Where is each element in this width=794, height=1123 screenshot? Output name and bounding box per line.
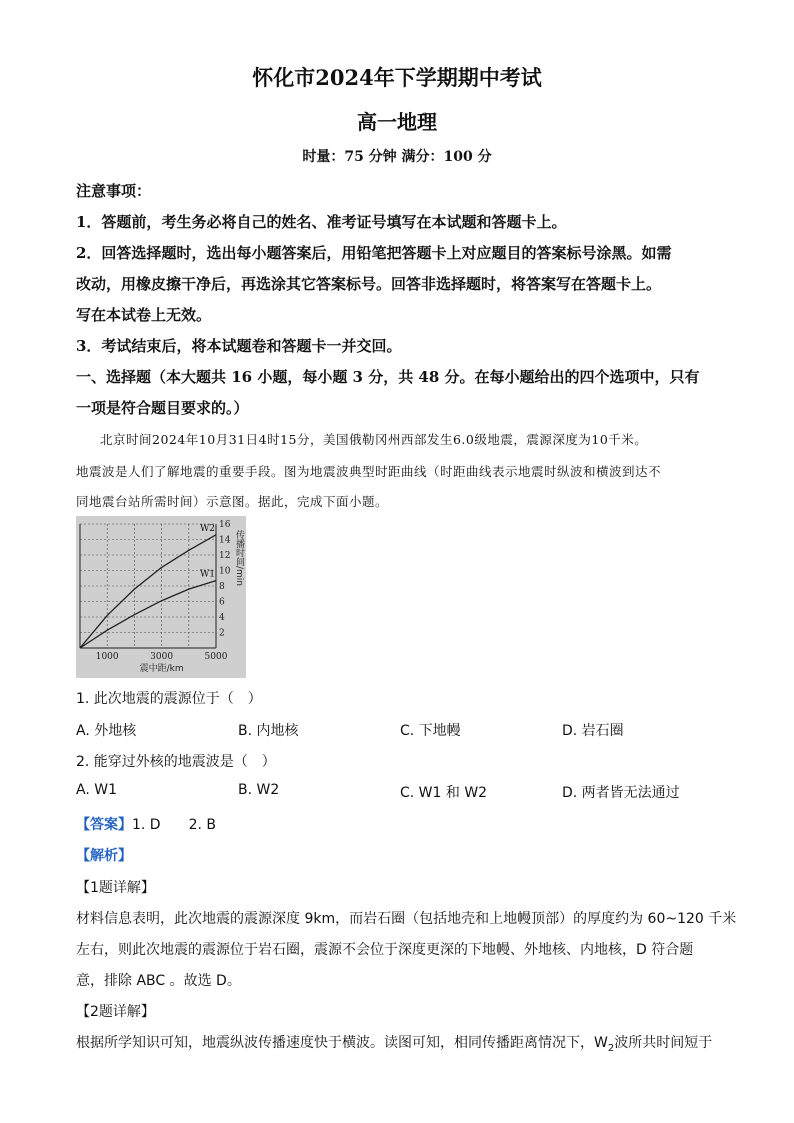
y-tick-label: 14 xyxy=(219,535,231,546)
x-tick-label: 5000 xyxy=(204,652,228,662)
notice-heading: 注意事项： xyxy=(76,182,152,200)
x-tick-label: 3000 xyxy=(150,652,174,662)
section-heading-line-1: 一、选择题（本大题共 16 小题，每小题 3 分，共 48 分。在每小题给出的四个选项中，只有 xyxy=(76,368,700,386)
y-tick-label: 10 xyxy=(219,566,231,577)
material-line-3: 同地震台站所需时间）示意图。据此，完成下面小题。 xyxy=(76,494,389,509)
question-2-option-c: C. W1 和 W2 xyxy=(400,785,488,801)
material-line-1: 北京时间2024年10月31日4时15分，美国俄勒冈州西部发生6.0级地震，震源深度为10千米。 xyxy=(100,432,648,447)
y-tick-label: 2 xyxy=(219,628,225,639)
detail-2-label: 【2题详解】 xyxy=(76,1004,155,1020)
detail-1-line-3: 意，排除 ABC 。故选 D。 xyxy=(76,973,241,989)
section-heading-line-2: 一项是符合题目要求的。） xyxy=(76,399,249,417)
notice-item-2-line-3: 写在本试卷上无效。 xyxy=(76,306,212,324)
detail-2-line-1-part-a: 根据所学知识可知，地震纵波传播速度快于横波。读图可知，相同传播距离情况下，W xyxy=(76,1035,608,1051)
series-label-w1: W1 xyxy=(200,569,215,580)
question-1-option-c: C. 下地幔 xyxy=(400,723,461,739)
question-1-option-b: B. 内地核 xyxy=(238,723,299,739)
x-tick-label: 1000 xyxy=(95,652,119,662)
x-axis-label: 震中距/km xyxy=(139,664,184,674)
series-line-w1 xyxy=(80,581,216,648)
material-line-2: 地震波是人们了解地震的重要手段。图为地震波典型时距曲线（时距曲线表示地震时纵波和横波到达不 xyxy=(76,464,662,479)
y-tick-label: 12 xyxy=(219,551,231,561)
seismic-wave-chart xyxy=(76,516,246,678)
detail-2-line-1-part-b: 波所共时间短于 xyxy=(614,1035,713,1051)
detail-2-line-1-subscript: 2 xyxy=(607,1042,615,1054)
exam-title: 怀化市2024年下学期期中考试 xyxy=(252,65,542,90)
question-1-option-d: D. 岩石圈 xyxy=(562,723,624,739)
series-line-w2 xyxy=(80,535,216,648)
detail-1-line-1: 材料信息表明，此次地震的震源深度 9km，而岩石圈（包括地壳和上地幔顶部）的厚度约为 60~120 千米 xyxy=(76,911,737,927)
question-2-option-a: A. W1 xyxy=(76,782,117,798)
question-2-option-b: B. W2 xyxy=(238,782,280,798)
y-tick-label: 4 xyxy=(219,613,225,623)
y-tick-label: 16 xyxy=(219,520,231,530)
question-1-option-a: A. 外地核 xyxy=(76,723,137,739)
notice-item-3: 3．考试结束后，将本试题卷和答题卡一并交回。 xyxy=(76,337,402,355)
answer-value: 1. D 2. B xyxy=(132,817,216,833)
detail-2-line-1 xyxy=(76,1032,726,1054)
detail-1-line-2: 左右，则此次地震的震源位于岩石圈，震源不会位于深度更深的下地幔、外地核、内地核，D 符合题 xyxy=(76,942,694,958)
y-tick-label: 8 xyxy=(219,582,225,592)
subject-title: 高一地理 xyxy=(357,110,437,134)
y-axis-label: 传播时间/min xyxy=(234,530,244,587)
notice-item-2-line-1: 2．回答选择题时，选出每小题答案后，用铅笔把答题卡上对应题目的答案标号涂黑。如需 xyxy=(76,244,672,262)
analysis-label: 【解析】 xyxy=(76,848,132,864)
y-tick-label: 6 xyxy=(219,597,225,608)
question-2-option-d: D. 两者皆无法通过 xyxy=(562,785,680,801)
question-2-stem: 2. 能穿过外核的地震波是（ ） xyxy=(76,754,276,770)
answer-line xyxy=(76,814,216,834)
question-1-stem: 1. 此次地震的震源位于（ ） xyxy=(76,691,262,707)
answer-label: 【答案】 xyxy=(76,817,132,833)
notice-item-1: 1．答题前，考生务必将自己的姓名、准考证号填写在本试题和答题卡上。 xyxy=(76,213,567,231)
detail-1-label: 【1题详解】 xyxy=(76,880,155,896)
notice-item-2-line-2: 改动，用橡皮擦干净后，再选涂其它答案标号。回答非选择题时，将答案写在答题卡上。 xyxy=(76,275,662,293)
chart-svg xyxy=(76,516,246,678)
time-info: 时量：75 分钟 满分：100 分 xyxy=(302,149,492,165)
series-label-w2: W2 xyxy=(200,523,215,534)
